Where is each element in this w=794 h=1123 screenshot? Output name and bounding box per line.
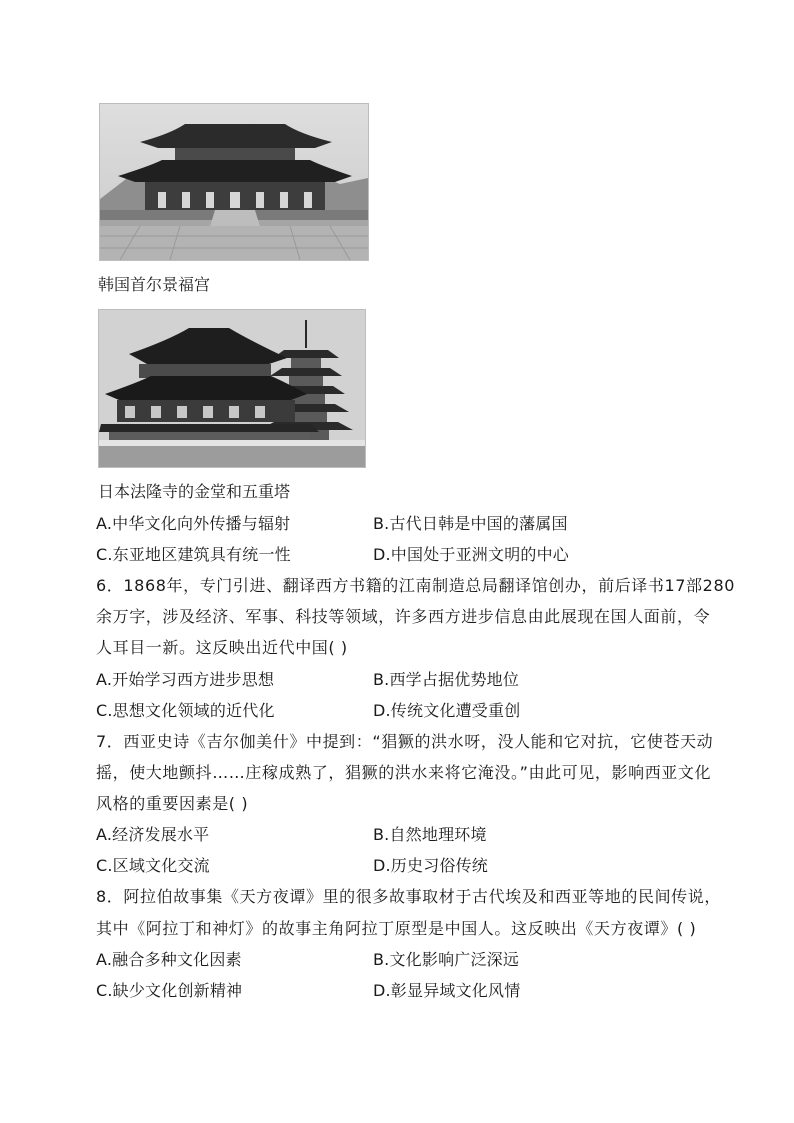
q6-option-c: C.思想文化领域的近代化: [96, 701, 275, 720]
q7-option-c: C.区域文化交流: [96, 856, 210, 875]
q5-option-a: A.中华文化向外传播与辐射: [96, 514, 291, 533]
q8-option-c: C.缺少文化创新精神: [96, 981, 243, 1000]
photo2-caption: 日本法隆寺的金堂和五重塔: [98, 482, 291, 501]
horyuji-photo: [98, 309, 366, 468]
q7-option-d: D.历史习俗传统: [373, 856, 489, 875]
q6-option-b: B.西学占据优势地位: [373, 670, 520, 689]
q5-option-c: C.东亚地区建筑具有统一性: [96, 545, 291, 564]
q7-stem-line-3: 风格的重要因素是( ): [96, 794, 249, 813]
q7-option-a: A.经济发展水平: [96, 825, 210, 844]
gyeongbokgung-photo: [99, 103, 369, 261]
q8-option-b: B.文化影响广泛深远: [373, 950, 520, 969]
q6-stem-line-2: 余万字，涉及经济、军事、科技等领域，许多西方进步信息由此展现在国人面前，令: [96, 607, 711, 626]
photo1-caption: 韩国首尔景福宫: [98, 275, 211, 294]
q7-option-b: B.自然地理环境: [373, 825, 487, 844]
q5-option-d: D.中国处于亚洲文明的中心: [373, 545, 570, 564]
q6-option-a: A.开始学习西方进步思想: [96, 670, 275, 689]
q6-stem-line-1: 6．1868年，专门引进、翻译西方书籍的江南制造总局翻译馆创办，前后译书17部280: [96, 576, 735, 595]
q8-option-a: A.融合多种文化因素: [96, 950, 242, 969]
q6-option-d: D.传统文化遭受重创: [373, 701, 521, 720]
q8-option-d: D.彰显异域文化风情: [373, 981, 521, 1000]
q5-option-b: B.古代日韩是中国的藩属国: [373, 514, 568, 533]
q8-stem-line-2: 其中《阿拉丁和神灯》的故事主角阿拉丁原型是中国人。这反映出《天方夜谭》( ): [96, 919, 697, 938]
q8-stem-line-1: 8．阿拉伯故事集《天方夜谭》里的很多故事取材于古代埃及和西亚等地的民间传说，: [96, 887, 721, 906]
q7-stem-line-2: 摇，使大地颤抖……庄稼成熟了，猖獗的洪水来将它淹没。”由此可见，影响西亚文化: [96, 763, 712, 782]
q7-stem-line-1: 7．西亚史诗《吉尔伽美什》中提到：“猖獗的洪水呀，没人能和它对抗，它使苍天动: [96, 732, 714, 751]
q6-stem-line-3: 人耳目一新。这反映出近代中国( ): [96, 638, 348, 657]
